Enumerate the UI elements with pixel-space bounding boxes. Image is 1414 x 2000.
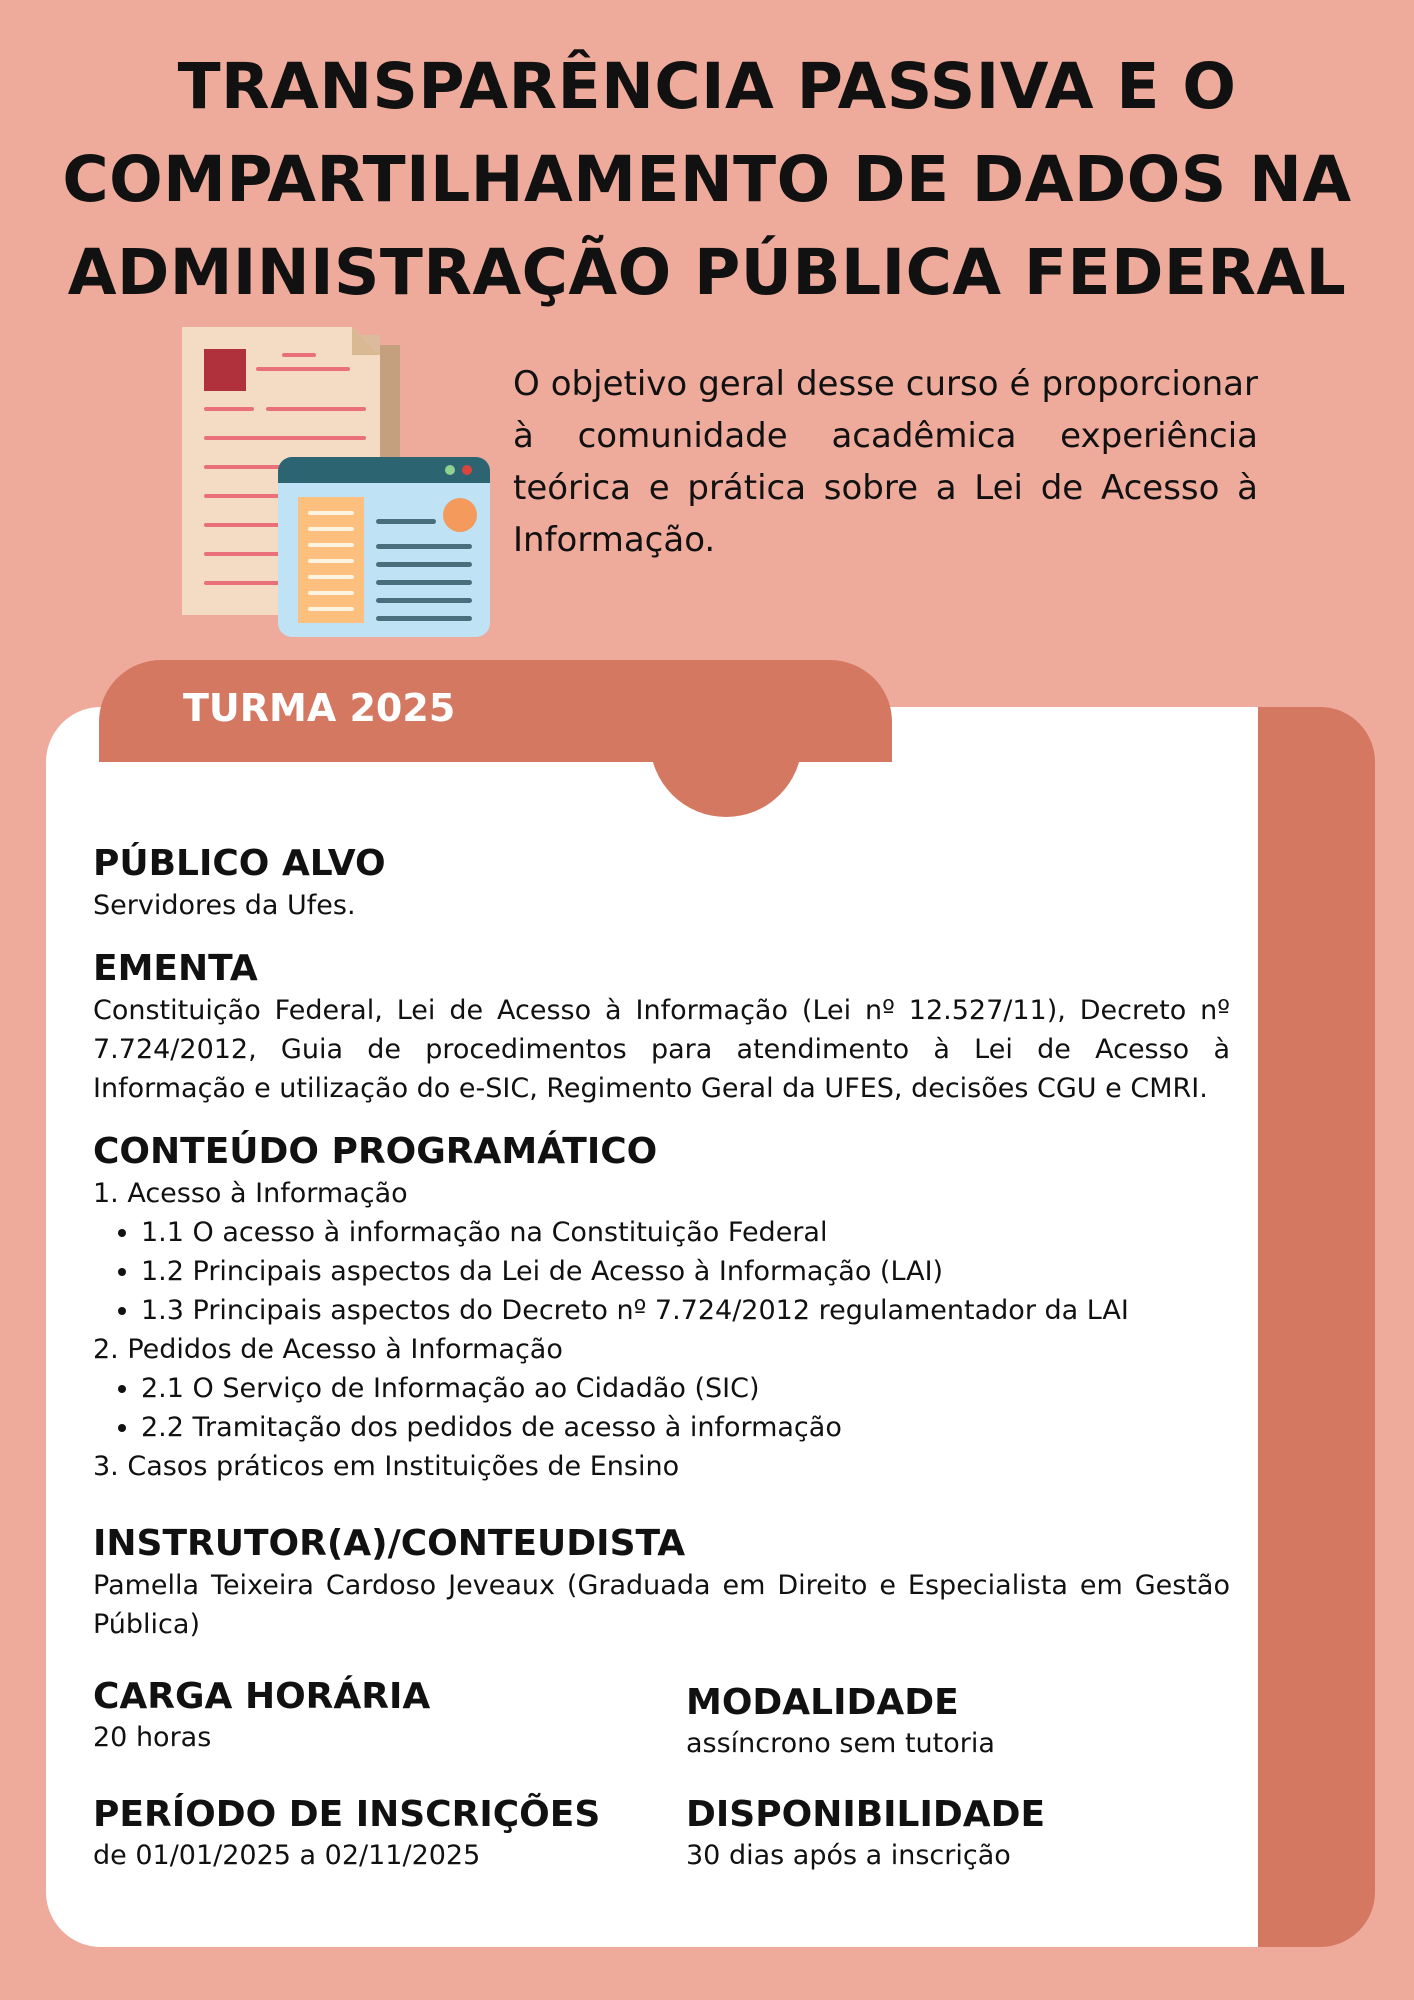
detail-heading: PERÍODO DE INSCRIÇÕES — [93, 1794, 601, 1835]
detail-carga-horaria — [93, 1675, 686, 1763]
section-publico-alvo — [93, 842, 1230, 925]
section-heading: CONTEÚDO PROGRAMÁTICO — [93, 1131, 658, 1172]
detail-heading: CARGA HORÁRIA — [93, 1676, 431, 1717]
detail-disponibilidade — [686, 1793, 1230, 1875]
section-heading: EMENTA — [93, 948, 258, 989]
detail-value: de 01/01/2025 a 02/11/2025 — [93, 1840, 481, 1871]
section-instrutor — [93, 1522, 1230, 1644]
detail-value: assíncrono sem tutoria — [686, 1728, 995, 1759]
program-subtopics — [93, 1213, 1230, 1330]
detail-heading: DISPONIBILIDADE — [686, 1794, 1046, 1835]
course-details-grid — [93, 1675, 1230, 1875]
program-subtopics — [93, 1369, 1230, 1447]
detail-heading: MODALIDADE — [686, 1682, 959, 1723]
section-conteudo-programatico — [93, 1130, 1230, 1486]
section-text: Servidores da Ufes. — [93, 890, 356, 921]
program-topic: 2. Pedidos de Acesso à Informação — [93, 1334, 563, 1365]
list-item: • 1.1 O acesso à informação na Constituição Federal — [141, 1213, 1230, 1252]
detail-value: 20 horas — [93, 1722, 212, 1753]
program-topic: 1. Acesso à Informação — [93, 1178, 408, 1209]
section-ementa — [93, 947, 1230, 1108]
documents-and-browser-icon — [180, 325, 500, 640]
detail-value: 30 dias após a inscrição — [686, 1840, 1011, 1871]
detail-modalidade — [686, 1675, 1230, 1763]
program-topic: 3. Casos práticos em Instituições de Ensino — [93, 1451, 680, 1482]
list-item: • 2.1 O Serviço de Informação ao Cidadão (SIC) — [141, 1369, 1230, 1408]
course-objective: O objetivo geral desse curso é proporcionar à comunidade acadêmica experiência teórica e prática sobre a Lei de Acesso à Informação. — [513, 364, 1258, 560]
detail-periodo-inscricoes — [93, 1793, 686, 1875]
program-list — [93, 1174, 1230, 1486]
list-item: • 1.2 Principais aspectos da Lei de Acesso à Informação (LAI) — [141, 1252, 1230, 1291]
tab-decoration — [650, 665, 802, 817]
page-title — [60, 40, 1354, 319]
list-item: • 1.3 Principais aspectos do Decreto nº 7.724/2012 regulamentador da LAI — [141, 1291, 1230, 1330]
title-line-2: COMPARTILHAMENTO DE DADOS NA — [62, 143, 1352, 216]
title-line-3: ADMINISTRAÇÃO PÚBLICA FEDERAL — [67, 236, 1347, 309]
section-text: Constituição Federal, Lei de Acesso à Informação (Lei nº 12.527/11), Decreto nº 7.724/2012, Guia de procedimentos para atendimento à Lei de Acesso à Informação e utilização do e-SIC, Regimento Geral da UFES, decisões CGU e CMRI. — [93, 995, 1230, 1104]
section-heading: INSTRUTOR(A)/CONTEUDISTA — [93, 1523, 686, 1564]
list-item: • 2.2 Tramitação dos pedidos de acesso à informação — [141, 1408, 1230, 1447]
class-label: TURMA 2025 — [183, 686, 456, 730]
section-text: Pamella Teixeira Cardoso Jeveaux (Graduada em Direito e Especialista em Gestão Pública) — [93, 1570, 1230, 1640]
title-line-1: TRANSPARÊNCIA PASSIVA E O — [177, 50, 1237, 123]
section-heading: PÚBLICO ALVO — [93, 843, 386, 884]
card-content — [93, 842, 1230, 1666]
